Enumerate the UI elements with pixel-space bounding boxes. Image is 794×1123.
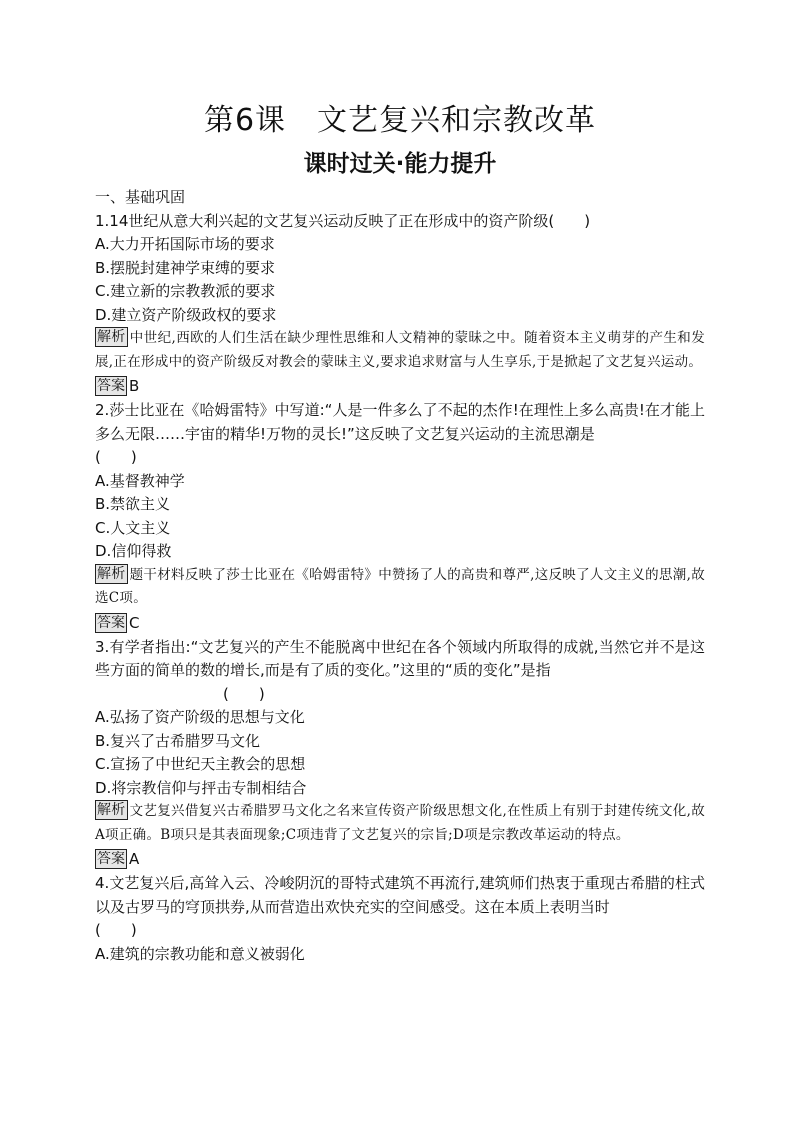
analysis-text: 中世纪,西欧的人们生活在缺少理性思维和人文精神的蒙昧之中。随着资本主义萌芽的产生和发展,正在形成中的资产阶级反对教会的蒙昧主义,要求追求财富与人生享乐,于是掀起了文艺复兴运动。 <box>95 330 705 370</box>
option-a: A.建筑的宗教功能和意义被弱化 <box>95 944 305 963</box>
analysis-text: 题干材料反映了莎士比亚在《哈姆雷特》中赞扬了人的高贵和尊严,这反映了人文主义的思潮,故选C项。 <box>95 566 705 606</box>
answer-tag: 答案 <box>97 614 125 631</box>
option-c: C.宣扬了中世纪天主教会的思想 <box>95 755 306 773</box>
option-a: A.弘扬了资产阶级的思想与文化 <box>95 708 305 726</box>
option-b: B.复兴了古希腊罗马文化 <box>95 731 261 750</box>
answer-block <box>95 847 705 872</box>
answer-tag: 答案 <box>97 851 125 867</box>
option-d: D.将宗教信仰与抨击专制相结合 <box>95 778 307 797</box>
analysis-text: 文艺复兴借复兴古希腊罗马文化之名来宣传资产阶级思想文化,在性质上有别于封建传统文化,故A项正确。B项只是其表面现象;C项违背了文艺复兴的宗旨;D项是宗教改革运动的特点。 <box>95 803 705 843</box>
answer-value: B <box>129 377 140 395</box>
question-stem: 3.有学者指出:“文艺复兴的产生不能脱离中世纪在各个领域内所取得的成就,当然它并不是这些方面的简单的数的增长,而是有了质的变化。”这里的“质的变化”是指 <box>95 637 705 679</box>
analysis-tag: 解析 <box>97 565 126 582</box>
option-a: A.基督教神学 <box>95 471 185 490</box>
analysis-tag: 解析 <box>97 802 126 818</box>
option-b: B.摆脱封建神学束缚的要求 <box>95 258 276 277</box>
analysis-block <box>95 800 705 847</box>
question-2 <box>95 399 705 636</box>
question-stem: 4.文艺复兴后,高耸入云、冷峻阴沉的哥特式建筑不再流行,建筑师们热衷于重现古希腊的柱式以及古罗马的穹顶拱券,从而营造出欢快充实的空间感受。这在本质上表明当时 <box>95 874 705 916</box>
question-stem: 1.14世纪从意大利兴起的文艺复兴运动反映了正在形成中的资产阶级( ) <box>95 211 591 230</box>
answer-tag: 答案 <box>97 378 125 394</box>
option-a: A.大力开拓国际市场的要求 <box>95 235 275 253</box>
option-d: D.信仰得救 <box>95 542 172 560</box>
option-d: D.建立资产阶级政权的要求 <box>95 305 277 324</box>
option-b: B.禁欲主义 <box>95 495 171 513</box>
question-3 <box>95 636 705 873</box>
option-c: C.人文主义 <box>95 518 171 537</box>
answer-value: C <box>129 613 140 632</box>
worksheet-page <box>95 100 705 966</box>
analysis-tag: 解析 <box>97 329 126 345</box>
lesson-subtitle: 课时过关·能力提升 <box>303 151 497 177</box>
answer-value: A <box>129 850 140 868</box>
question-stem: 2.莎士比亚在《哈姆雷特》中写道:“人是一件多么了不起的杰作!在理性上多么高贵!在才能上多么无限……宇宙的精华!万物的灵长!”这反映了文艺复兴运动的主流思潮是 <box>95 401 705 443</box>
answer-blank: ( ) <box>223 684 265 703</box>
question-4 <box>95 872 705 966</box>
option-c: C.建立新的宗教教派的要求 <box>95 282 276 300</box>
answer-blank: ( ) <box>95 921 137 939</box>
section-heading: 一、基础巩固 <box>95 188 186 206</box>
answer-block <box>95 611 705 636</box>
analysis-block <box>95 327 705 374</box>
answer-blank: ( ) <box>95 448 137 466</box>
question-1 <box>95 210 705 400</box>
answer-block <box>95 374 705 399</box>
analysis-block <box>95 564 705 611</box>
lesson-title: 第6课 文艺复兴和宗教改革 <box>203 103 597 138</box>
